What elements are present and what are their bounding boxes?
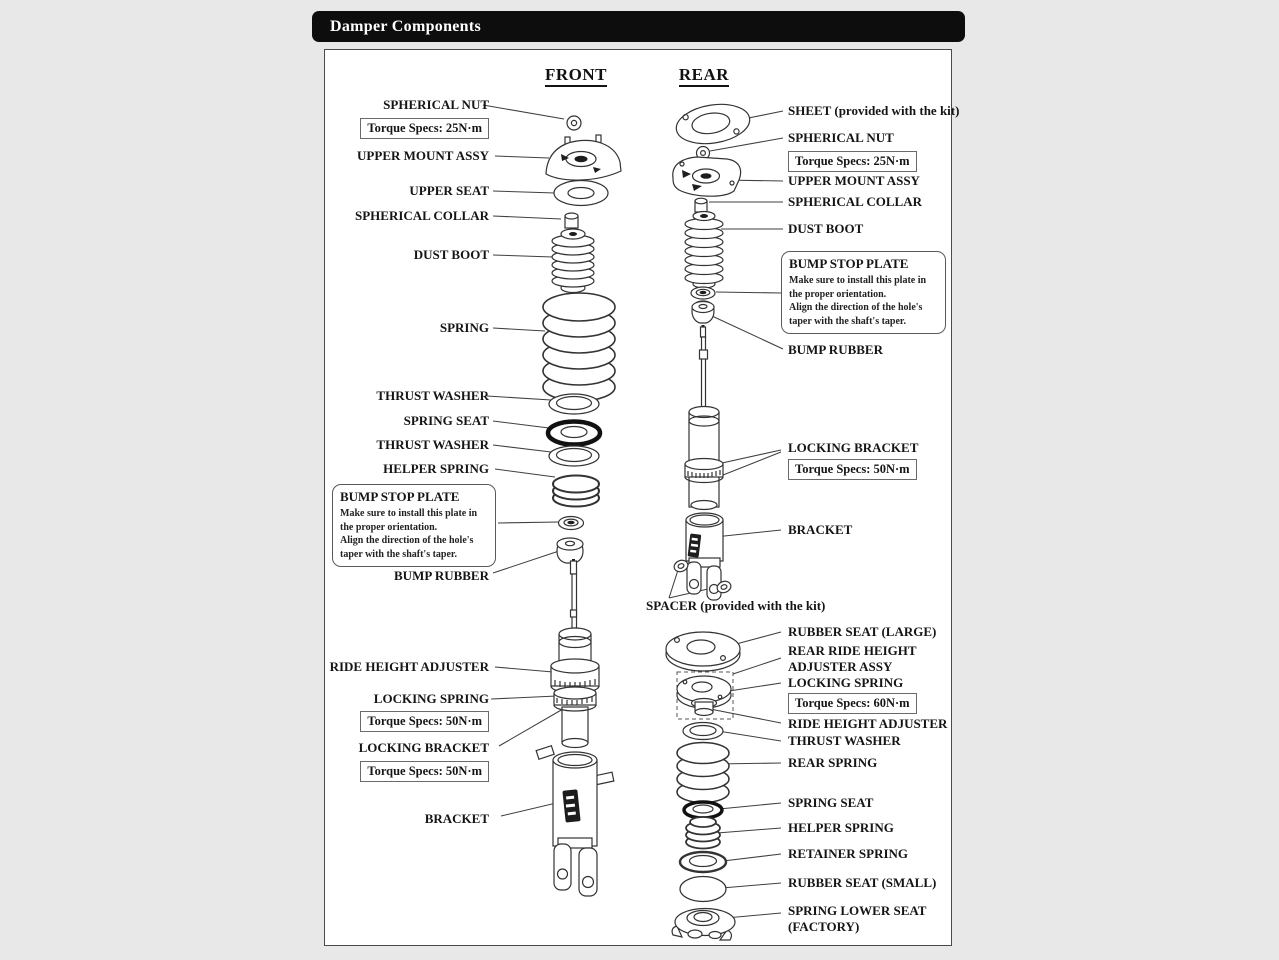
front-dust-boot-drawing (552, 229, 594, 293)
front-label-spherical-collar: SPHERICAL COLLAR (355, 208, 489, 223)
front-damper-body-drawing (551, 628, 599, 748)
rear-label-retainer-spring: RETAINER SPRING (788, 846, 909, 861)
rear-upper-mount-drawing (673, 157, 741, 196)
rear-label-spacer: SPACER (provided with the kit) (646, 598, 826, 613)
front-note-title: BUMP STOP PLATE (340, 489, 460, 504)
front-torque-spec-locking-bracket: Torque Specs: 50N·m (360, 761, 489, 782)
title-bar (312, 11, 965, 42)
rear-label-helper-spring: HELPER SPRING (788, 820, 894, 835)
rear-spring-lower-seat-drawing (672, 909, 735, 941)
rear-label-rear-spring: REAR SPRING (788, 755, 878, 770)
rear-sheet-drawing (673, 99, 752, 148)
rear-label-ride-height-adjuster: RIDE HEIGHT ADJUSTER (788, 716, 948, 731)
rear-bump-rubber-drawing (692, 301, 714, 323)
rear-label-upper-mount-assy: UPPER MOUNT ASSY (788, 173, 920, 188)
diagram-panel (324, 49, 960, 946)
rear-label-sheet: SHEET (provided with the kit) (788, 103, 960, 118)
front-label-locking-spring: LOCKING SPRING (373, 691, 489, 706)
front-bump-stop-plate-drawing (559, 517, 584, 530)
rear-label-locking-bracket: LOCKING BRACKET (788, 440, 919, 455)
rear-label-spring-seat: SPRING SEAT (788, 795, 874, 810)
rear-label-spherical-nut: SPHERICAL NUT (788, 130, 894, 145)
front-bracket-drawing (536, 746, 614, 896)
rear-label-spring-lower-seat: SPRING LOWER SEAT (FACTORY) (788, 903, 927, 934)
rear-label-rubber-seat-small: RUBBER SEAT (SMALL) (788, 875, 937, 890)
rear-label-rear-ride-height-adjuster-assy: REAR RIDE HEIGHT ADJUSTER ASSY (788, 643, 917, 674)
front-thrust-washer-lower-drawing (549, 446, 599, 466)
rear-rubber-seat-small-drawing (680, 877, 726, 902)
rear-note-title: BUMP STOP PLATE (789, 256, 909, 271)
page-title: Damper Components (330, 17, 482, 35)
rear-label-dust-boot: DUST BOOT (788, 221, 864, 236)
rear-damper-body-drawing (685, 407, 723, 510)
rear-note-bump-stop-plate (781, 251, 946, 334)
rear-dust-boot-drawing (685, 212, 723, 289)
rear-label-locking-spring: LOCKING SPRING (788, 675, 904, 690)
rear-thrust-washer-drawing (683, 723, 723, 740)
rear-retainer-spring-drawing (680, 852, 726, 872)
rear-label-bump-rubber: BUMP RUBBER (788, 342, 883, 357)
front-label-upper-seat: UPPER SEAT (409, 183, 489, 198)
front-bump-rubber-drawing (557, 538, 583, 563)
front-label-spring-seat: SPRING SEAT (403, 413, 489, 428)
rear-torque-spec-locking-spring: Torque Specs: 60N·m (788, 693, 917, 714)
front-upper-seat-drawing (554, 181, 608, 206)
front-spherical-nut-drawing (567, 116, 581, 130)
rear-torque-spec-nut: Torque Specs: 25N·m (788, 151, 917, 172)
front-upper-mount-drawing (546, 135, 621, 180)
rear-heading: REAR (644, 65, 764, 85)
front-label-spherical-nut: SPHERICAL NUT (383, 97, 489, 112)
front-label-spring: SPRING (439, 320, 489, 335)
rear-spring-seat-drawing (684, 802, 722, 818)
front-spring-seat-drawing (548, 422, 600, 445)
rear-bump-stop-plate-drawing (691, 287, 715, 299)
front-label-thrust-washer-lower: THRUST WASHER (376, 437, 489, 452)
leader-lines (483, 105, 783, 918)
rear-label-rubber-seat-large: RUBBER SEAT (LARGE) (788, 624, 937, 639)
front-spherical-collar-drawing (565, 213, 578, 228)
front-label-dust-boot: DUST BOOT (413, 247, 489, 262)
rear-helper-spring-drawing (686, 817, 720, 849)
rear-rubber-seat-large-drawing (666, 632, 740, 671)
rear-note-line-2: Align the direction of the hole's taper with the shaft's taper. (789, 302, 923, 327)
rear-torque-spec-locking-bracket: Torque Specs: 50N·m (788, 459, 917, 480)
rear-shaft-drawing (700, 325, 708, 415)
rear-spring-drawing (677, 743, 729, 803)
front-label-helper-spring: HELPER SPRING (383, 461, 489, 476)
front-note-bump-stop-plate (332, 484, 496, 567)
rear-label-spherical-collar: SPHERICAL COLLAR (788, 194, 922, 209)
front-torque-spec-locking-spring: Torque Specs: 50N·m (360, 711, 489, 732)
front-thrust-washer-upper-drawing (549, 394, 599, 414)
rear-label-thrust-washer: THRUST WASHER (788, 733, 901, 748)
rear-label-bracket: BRACKET (788, 522, 853, 537)
front-note-line-2: Align the direction of the hole's taper with the shaft's taper. (340, 535, 474, 560)
rear-ride-height-adjuster-assy-drawing (677, 676, 731, 716)
front-shaft-drawing (571, 559, 577, 628)
front-label-upper-mount-assy: UPPER MOUNT ASSY (357, 148, 489, 163)
front-torque-spec-nut: Torque Specs: 25N·m (360, 118, 489, 139)
front-note-line-1: Make sure to install this plate in the proper orientation. (340, 508, 478, 533)
front-label-ride-height-adjuster: RIDE HEIGHT ADJUSTER (329, 659, 489, 674)
front-helper-spring-drawing (553, 476, 599, 507)
rear-note-line-1: Make sure to install this plate in the proper orientation. (789, 275, 927, 300)
front-label-bracket: BRACKET (424, 811, 489, 826)
front-label-locking-bracket: LOCKING BRACKET (358, 740, 489, 755)
front-heading: FRONT (516, 65, 636, 85)
rear-spherical-collar-drawing (695, 198, 707, 212)
front-spring-drawing (543, 293, 615, 401)
front-label-thrust-washer-upper: THRUST WASHER (376, 388, 489, 403)
front-label-bump-rubber: BUMP RUBBER (394, 568, 489, 583)
